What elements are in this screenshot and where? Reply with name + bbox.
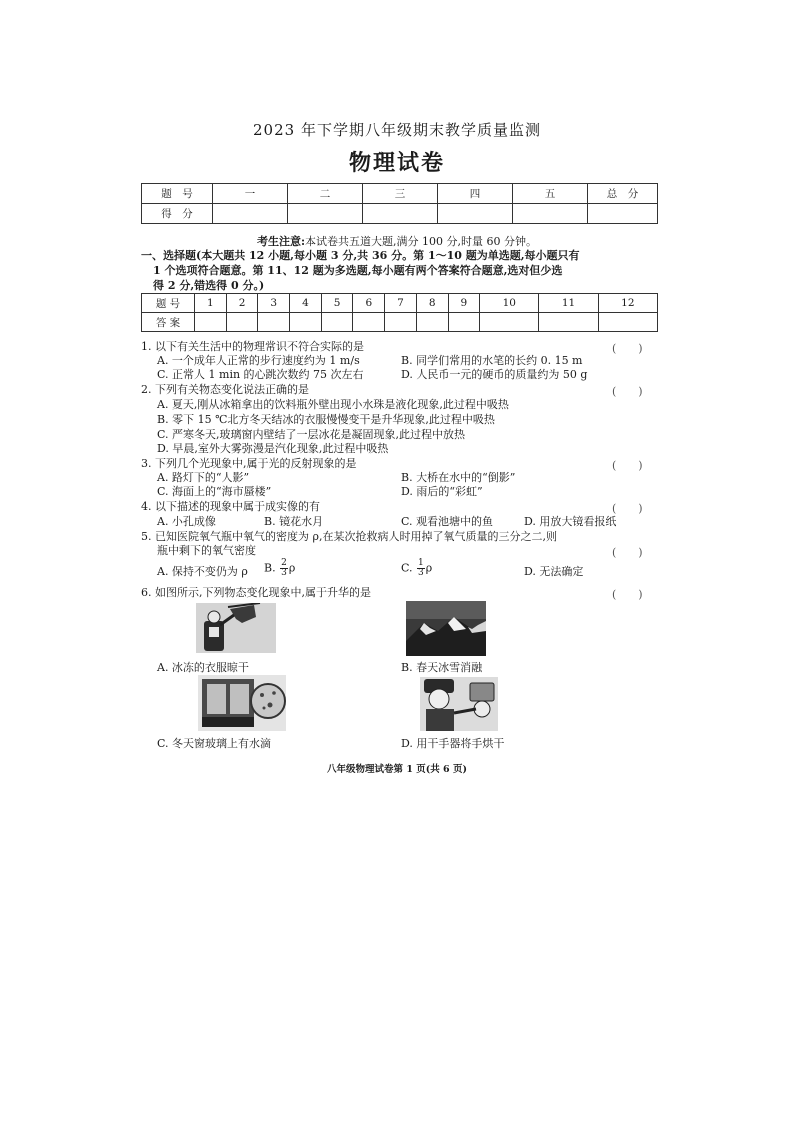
- answer-header-cell: 10: [480, 294, 539, 313]
- section-line: 1 个选项符合题意。第 11、12 题为多选题,每小题有两个答案符合题意,选对但少选: [153, 264, 563, 277]
- q4-option-c: C. 观看池塘中的鱼: [401, 515, 494, 528]
- q2-option-d: D. 早晨,室外大雾弥漫是汽化现象,此过程中吸热: [157, 442, 389, 455]
- q2-option-b: B. 零下 15 ℃北方冬天结冰的衣服慢慢变干是升华现象,此过程中吸热: [157, 413, 495, 426]
- answer-table-answer-row: [142, 313, 658, 332]
- page-footer: 八年级物理试卷第 1 页(共 6 页): [327, 764, 467, 775]
- question-1-stem: 1. 以下有关生活中的物理常识不符合实际的是: [141, 340, 364, 353]
- q1-option-c: C. 正常人 1 min 的心跳次数约 75 次左右: [157, 368, 364, 381]
- answer-bracket: ( ): [612, 546, 643, 559]
- answer-cell: [321, 313, 353, 332]
- score-header-cell: 五: [513, 184, 588, 204]
- q6-caption-b: B. 春天冰雪消融: [401, 661, 483, 674]
- answer-header-cell: 3: [258, 294, 290, 313]
- frac-numerator: 2: [281, 558, 287, 568]
- section-line: 得 2 分,错选得 0 分。): [153, 279, 265, 292]
- frac-denominator: 3: [418, 568, 424, 578]
- fraction-one-third: [417, 559, 425, 578]
- score-header-cell: 一: [213, 184, 288, 204]
- q1-option-b: B. 同学们常用的水笔的长约 0. 15 m: [401, 354, 583, 367]
- q4-option-b: B. 镜花水月: [264, 515, 324, 528]
- score-header-cell: 二: [288, 184, 363, 204]
- q2-option-a: A. 夏天,刚从冰箱拿出的饮料瓶外壁出现小水珠是液化现象,此过程中吸热: [157, 398, 509, 411]
- score-header-cell: 题 号: [142, 184, 213, 204]
- frozen-clothes-drawing: [196, 603, 276, 653]
- question-5-stem: 5. 已知医院氧气瓶中氧气的密度为 ρ,在某次抢救病人时用掉了氧气质量的三分之二,则: [141, 530, 557, 543]
- answer-header-cell: 5: [321, 294, 353, 313]
- q1-option-d: D. 人民币一元的硬币的质量约为 50 g: [401, 368, 588, 381]
- q5-option-b: [264, 559, 295, 578]
- section-line: 一、选择题(本大题共 12 小题,每小题 3 分,共 36 分。第 1～10 题为单选题,每小题只有: [141, 249, 580, 262]
- answer-bracket: ( ): [612, 459, 643, 472]
- score-header-cell: 三: [363, 184, 438, 204]
- snow-mountain-drawing: [406, 601, 486, 656]
- q6-caption-d: D. 用干手器将手烘干: [401, 737, 505, 750]
- q5-option-d: D. 无法确定: [524, 565, 584, 578]
- q5-option-c: [401, 559, 432, 578]
- q2-option-c: C. 严寒冬天,玻璃窗内壁结了一层冰花是凝固现象,此过程中放热: [157, 428, 466, 441]
- answer-row-label: 答 案: [142, 313, 195, 332]
- answer-cell: [416, 313, 448, 332]
- score-cell: [288, 204, 363, 224]
- question-4-stem: 4. 以下描述的现象中属于成实像的有: [141, 500, 320, 513]
- subject-title: 物理试卷: [348, 150, 445, 176]
- window-droplets-drawing: [198, 675, 286, 731]
- answer-header-cell: 8: [416, 294, 448, 313]
- hand-dryer-image: [420, 677, 498, 731]
- answer-header-cell: 9: [448, 294, 480, 313]
- score-table-score-row: [142, 204, 658, 224]
- q3-option-c: C. 海面上的“海市蜃楼”: [157, 485, 272, 498]
- answer-bracket: ( ): [612, 385, 643, 398]
- score-cell: [588, 204, 658, 224]
- score-table-header-row: [142, 184, 658, 204]
- frozen-clothes-image: [196, 603, 276, 653]
- question-6-stem: 6. 如图所示,下列物态变化现象中,属于升华的是: [141, 586, 371, 599]
- answer-cell: [290, 313, 322, 332]
- answer-header-cell: 题 号: [142, 294, 195, 313]
- answer-bracket: ( ): [612, 588, 643, 601]
- q1-option-a: A. 一个成年人正常的步行速度约为 1 m/s: [157, 354, 360, 367]
- q4-option-a: A. 小孔成像: [157, 515, 216, 528]
- q5-c-prefix: C.: [401, 561, 413, 575]
- answer-header-cell: 11: [539, 294, 598, 313]
- answer-header-cell: 12: [598, 294, 657, 313]
- score-row-label: 得 分: [142, 204, 213, 224]
- question-5-stem-cont: 瓶中剩下的氧气密度: [157, 544, 256, 557]
- answer-cell: [480, 313, 539, 332]
- answer-bracket: ( ): [612, 502, 643, 515]
- answer-header-cell: 2: [226, 294, 258, 313]
- answer-cell: [226, 313, 258, 332]
- window-droplets-image: [198, 675, 286, 731]
- exam-notice: [0, 233, 794, 249]
- q3-option-d: D. 雨后的“彩虹”: [401, 485, 483, 498]
- answer-header-cell: 1: [195, 294, 227, 313]
- answer-header-cell: 7: [385, 294, 417, 313]
- frac-denominator: 3: [281, 568, 287, 578]
- answer-cell: [258, 313, 290, 332]
- q4-option-d: D. 用放大镜看报纸: [524, 515, 617, 528]
- q6-caption-c: C. 冬天窗玻璃上有水滴: [157, 737, 272, 750]
- score-header-cell: 四: [438, 184, 513, 204]
- answer-cell: [385, 313, 417, 332]
- score-header-cell: 总 分: [588, 184, 658, 204]
- answer-cell: [195, 313, 227, 332]
- q6-caption-a: A. 冰冻的衣服晾干: [157, 661, 249, 674]
- q5-b-suffix: ρ: [288, 561, 296, 575]
- score-table: [141, 183, 658, 224]
- snow-mountain-image: [406, 601, 486, 656]
- q5-b-prefix: B.: [264, 561, 276, 575]
- answer-cell: [448, 313, 480, 332]
- question-2-stem: 2. 下列有关物态变化说法正确的是: [141, 383, 309, 396]
- q3-option-a: A. 路灯下的“人影”: [157, 471, 250, 484]
- answer-bracket: ( ): [612, 342, 643, 355]
- fraction-two-thirds: [280, 559, 288, 578]
- answer-cell: [353, 313, 385, 332]
- question-3-stem: 3. 下列几个光现象中,属于光的反射现象的是: [141, 457, 357, 470]
- answer-table: [141, 293, 658, 332]
- frac-numerator: 1: [418, 558, 424, 568]
- answer-table-header-row: [142, 294, 658, 313]
- answer-header-cell: 6: [353, 294, 385, 313]
- q5-option-a: A. 保持不变仍为 ρ: [157, 565, 248, 578]
- answer-cell: [598, 313, 657, 332]
- answer-header-cell: 4: [290, 294, 322, 313]
- score-cell: [438, 204, 513, 224]
- score-cell: [513, 204, 588, 224]
- notice-text: 本试卷共五道大题,满分 100 分,时量 60 分钟。: [305, 235, 538, 248]
- q5-c-suffix: ρ: [425, 561, 433, 575]
- score-cell: [363, 204, 438, 224]
- section-one-instructions: [141, 248, 661, 293]
- hand-dryer-drawing: [420, 677, 498, 731]
- score-cell: [213, 204, 288, 224]
- q3-option-b: B. 大桥在水中的“倒影”: [401, 471, 516, 484]
- exam-title: 2023 年下学期八年级期末教学质量监测: [253, 121, 541, 139]
- answer-cell: [539, 313, 598, 332]
- notice-label: 考生注意:: [256, 235, 306, 248]
